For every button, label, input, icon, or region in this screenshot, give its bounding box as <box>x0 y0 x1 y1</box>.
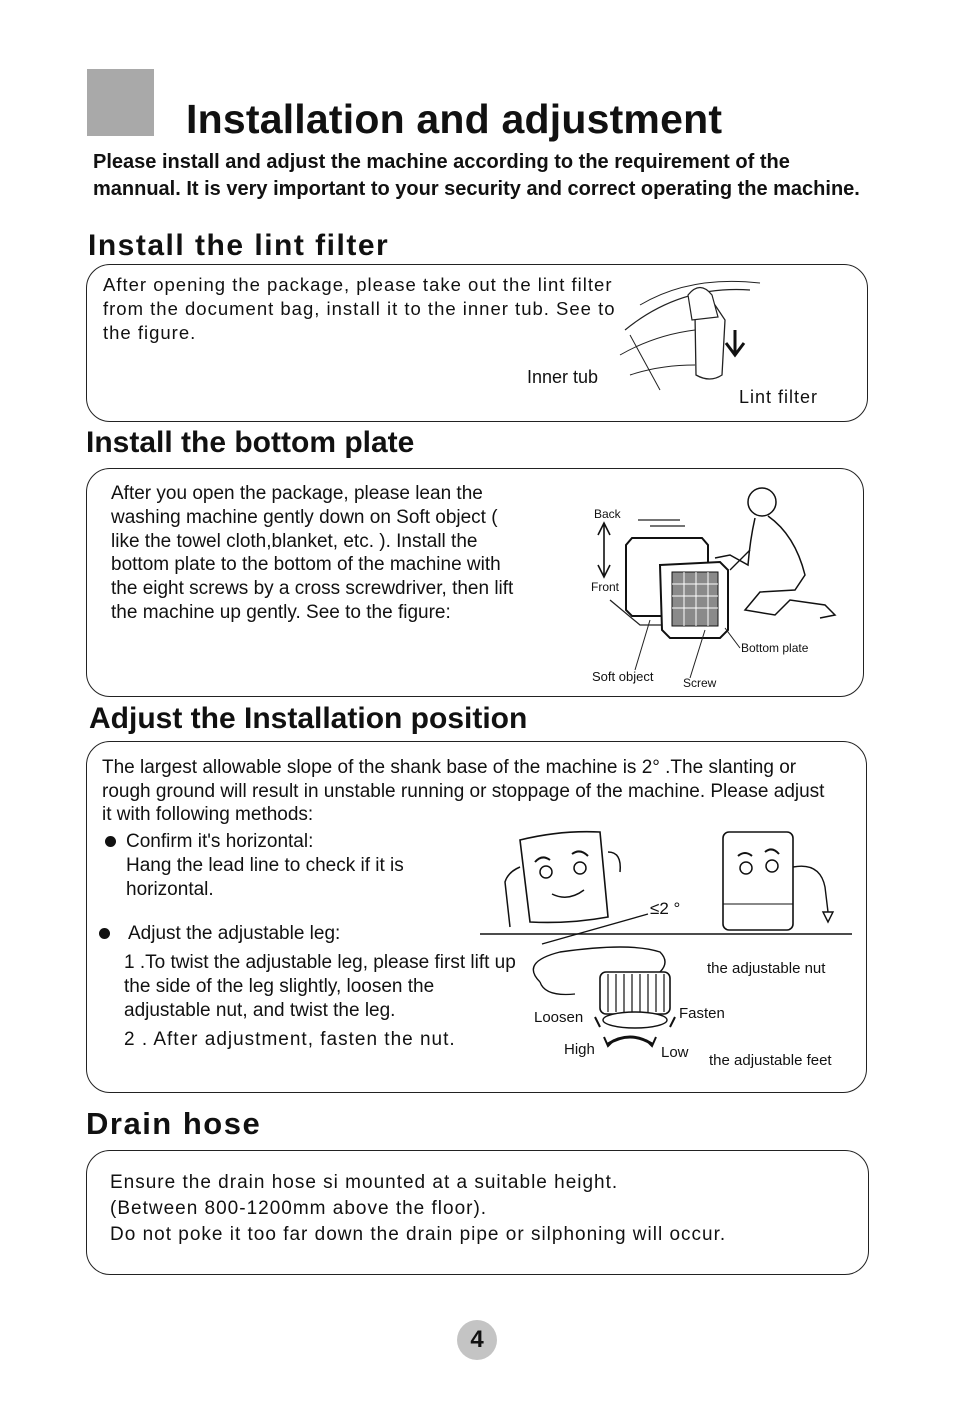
page-number: 4 <box>457 1320 497 1360</box>
screw-label: Screw <box>683 676 717 690</box>
high-label: High <box>564 1041 595 1058</box>
bullet1-text: Hang the lead line to check if it is horizontal. <box>126 855 404 900</box>
bullet1-title: Confirm it's horizontal: <box>126 831 314 852</box>
drain-hose-heading: Drain hose <box>86 1106 262 1141</box>
bottom-plate-heading: Install the bottom plate <box>86 426 415 459</box>
drain-hose-line3: Do not poke it too far down the drain pipe or silphoning will occur. <box>110 1224 727 1245</box>
bullet-1 <box>105 836 116 847</box>
lint-filter-text: After opening the package, please take out the lint filter from the document bag, install it to the inner tub. See to the figure. <box>103 274 616 343</box>
section-marker <box>87 69 154 136</box>
back-label: Back <box>594 507 621 521</box>
drain-hose-line2: (Between 800-1200mm above the floor). <box>110 1198 488 1219</box>
page-title: Installation and adjustment <box>186 96 723 142</box>
drain-hose-line1: Ensure the drain hose si mounted at a suitable height. <box>110 1172 619 1193</box>
adjustable-feet-label: the adjustable feet <box>709 1052 832 1069</box>
adjustable-nut-label: the adjustable nut <box>707 960 826 977</box>
fasten-label: Fasten <box>679 1005 725 1022</box>
bullet-2 <box>99 928 110 939</box>
step1-text: 1 .To twist the adjustable leg, please first lift up the side of the leg slightly, loosen the adjustable nut, and twist the leg. <box>124 952 516 1021</box>
soft-object-label: Soft object <box>592 669 654 684</box>
low-label: Low <box>661 1044 689 1061</box>
bottom-plate-text: After you open the package, please lean the washing machine gently down on Soft object ( like the towel cloth,blanket, etc. ). Install the bottom plate to the bottom of the machine with the eight screws by a cross screwdriver, then lift the machine up gently. See to the figure: <box>111 483 514 623</box>
bottom-plate-illustration <box>590 480 840 680</box>
adjust-intro-text: The largest allowable slope of the shank base of the machine is 2° .The slanting or rough ground will result in unstable running or stoppage of the machine. Please adjust it with following methods: <box>102 757 825 825</box>
adjust-position-heading: Adjust the Installation position <box>89 702 528 735</box>
step2-text: 2 . After adjustment, fasten the nut. <box>124 1029 456 1050</box>
inner-tub-label: Inner tub <box>527 367 599 387</box>
intro-text: Please install and adjust the machine according to the requirement of the mannual. It is very important to your security and correct operating the machine. <box>93 151 860 200</box>
lint-filter-illustration <box>600 275 790 395</box>
angle-label: ≤2 ° <box>650 899 681 918</box>
loosen-label: Loosen <box>534 1009 584 1026</box>
bullet2-title: Adjust the adjustable leg: <box>128 923 341 944</box>
front-label: Front <box>591 580 620 594</box>
adjust-leg-illustration <box>480 822 855 1047</box>
bottom-plate-label: Bottom plate <box>741 641 809 655</box>
lint-filter-heading: Install the lint filter <box>88 229 390 262</box>
lint-filter-label: Lint filter <box>739 387 819 407</box>
